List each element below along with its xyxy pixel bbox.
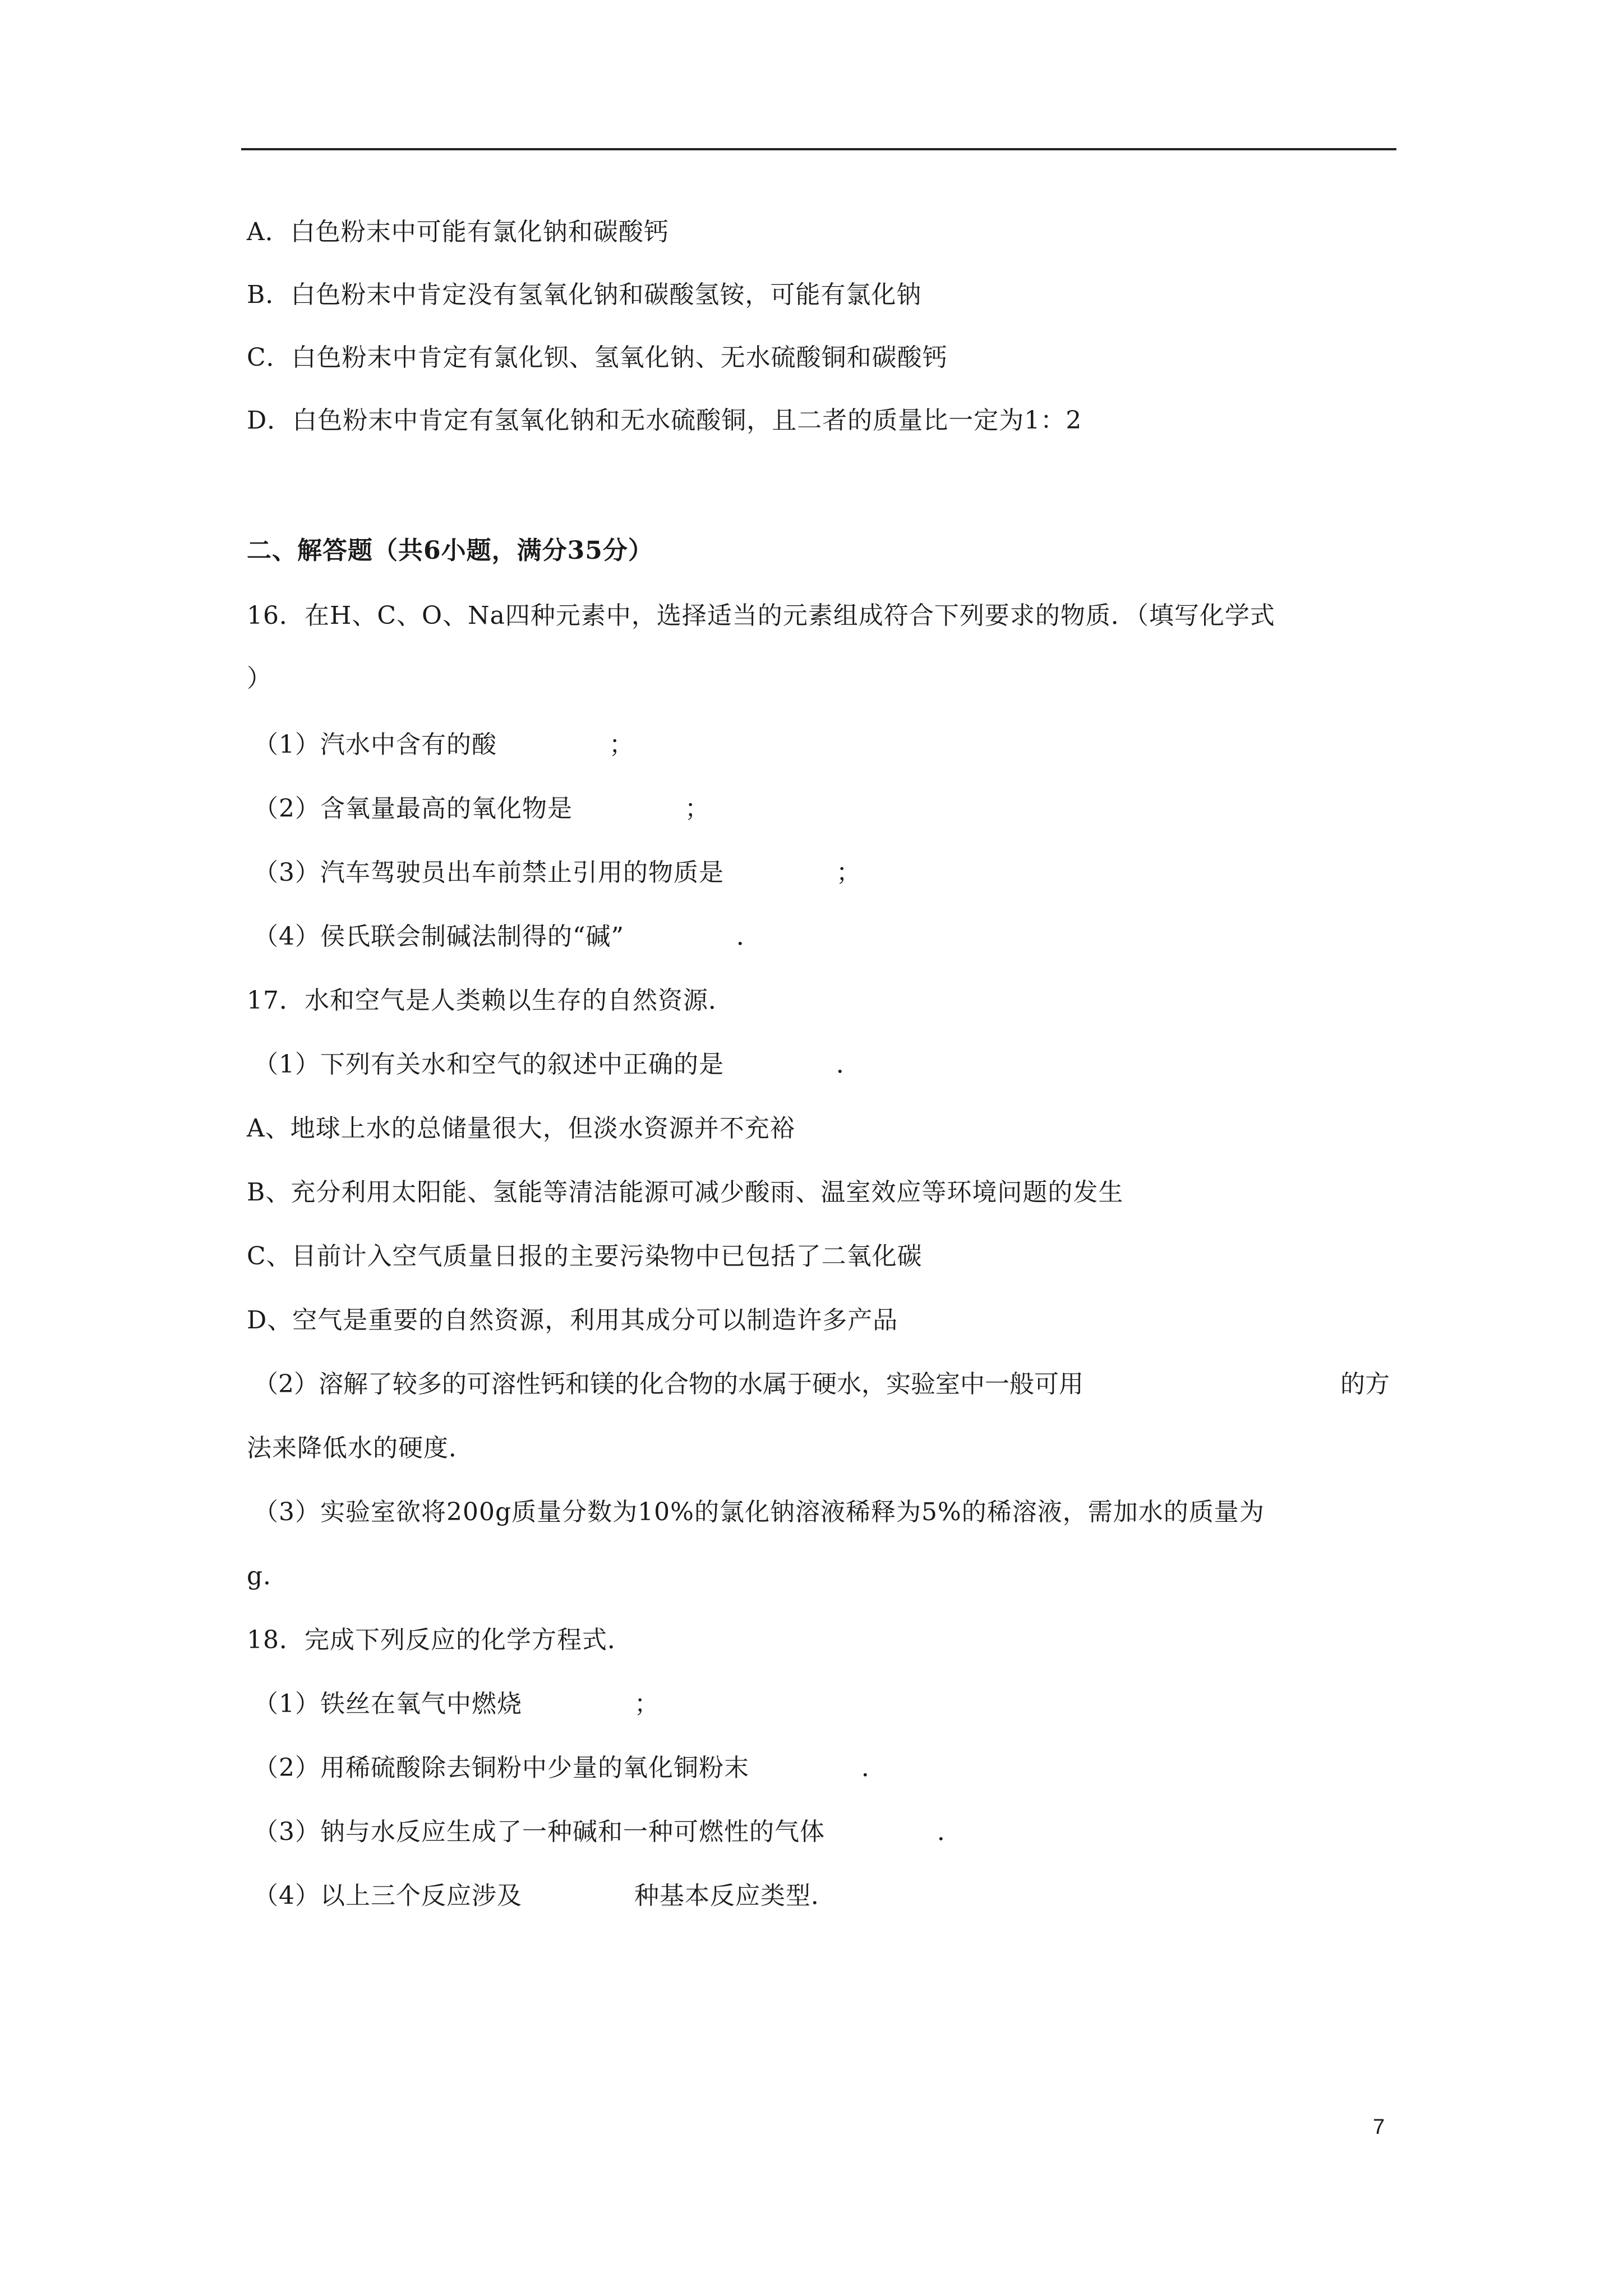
q16-part1-end: ； <box>609 730 634 759</box>
q16-part3-text: （3）汽车驾驶员出车前禁止引用的物质是 <box>253 858 724 887</box>
q16-part2 <box>253 792 710 826</box>
q17-option-c: C、目前计入空气质量日报的主要污染物中已包括了二氧化碳 <box>247 1242 923 1271</box>
q18-part1-text: （1）铁丝在氧气中燃烧 <box>253 1690 522 1718</box>
q17-part1-end: ． <box>836 1050 861 1079</box>
q16-part1-text: （1）汽水中含有的酸 <box>253 730 497 759</box>
q18-part4-text: （4）以上三个反应涉及 <box>253 1881 522 1910</box>
option-a: A．白色粉末中可能有氯化钠和碳酸钙 <box>247 218 669 246</box>
q17-option-a: A、地球上水的总储量很大，但淡水资源并不充裕 <box>247 1114 795 1143</box>
q16-part3 <box>253 856 861 890</box>
option-b: B．白色粉末中肯定没有氢氧化钠和碳酸氢铵，可能有氯化钠 <box>247 280 922 309</box>
section-title: 二、解答题（共6小题，满分35分） <box>247 536 653 565</box>
q18-part2-end: ． <box>861 1754 887 1782</box>
q17-option-d: D、空气是重要的自然资源，利用其成分可以制造许多产品 <box>247 1306 898 1335</box>
q16-part3-end: ； <box>836 858 861 887</box>
q16-part1 <box>253 728 634 762</box>
q17-stem: 17．水和空气是人类赖以生存的自然资源． <box>247 986 734 1015</box>
q18-part3-end: ． <box>937 1818 962 1846</box>
q16-part4-text: （4）侯氏联会制碱法制得的“碱” <box>253 922 624 951</box>
q18-stem: 18．完成下列反应的化学方程式． <box>247 1626 633 1654</box>
q16-stem-line1: 16．在H、C、O、Na四种元素中，选择适当的元素组成符合下列要求的物质．（填写化学式 <box>247 601 1275 630</box>
q16-part4-end: ． <box>736 922 762 951</box>
q18-part4 <box>253 1879 836 1913</box>
q17-part2-left: （2）溶解了较多的可溶性钙和镁的化合物的水属于硬水，实验室中一般可用 <box>253 1370 1083 1398</box>
q17-part2-line1 <box>253 1368 1390 1401</box>
q16-part4 <box>253 920 762 954</box>
q18-part2 <box>253 1751 887 1785</box>
q17-option-b: B、充分利用太阳能、氢能等清洁能源可减少酸雨、温室效应等环境问题的发生 <box>247 1178 1124 1207</box>
q18-part3 <box>253 1815 962 1849</box>
q18-part1 <box>253 1687 660 1721</box>
q18-part1-end: ； <box>634 1690 660 1718</box>
page-number: 7 <box>1373 2115 1385 2139</box>
q16-part2-end: ； <box>685 794 710 823</box>
q17-part3-line1: （3）实验室欲将200g质量分数为10%的氯化钠溶液稀释为5%的稀溶液，需加水的质量为 <box>253 1498 1265 1526</box>
q17-part2-right: 的方 <box>1340 1370 1390 1398</box>
q16-part2-text: （2）含氧量最高的氧化物是 <box>253 794 573 823</box>
q18-part4-end: 种基本反应类型． <box>634 1881 836 1910</box>
q18-part2-text: （2）用稀硫酸除去铜粉中少量的氧化铜粉末 <box>253 1754 749 1782</box>
q17-part2-line2: 法来降低水的硬度． <box>247 1434 474 1462</box>
header-rule <box>241 148 1396 150</box>
q17-part3-line2: g． <box>247 1562 289 1590</box>
q17-part1 <box>253 1048 861 1082</box>
q17-part1-text: （1）下列有关水和空气的叙述中正确的是 <box>253 1050 724 1079</box>
q16-stem-line2: ） <box>247 664 272 693</box>
option-d: D．白色粉末中肯定有氢氧化钠和无水硫酸铜，且二者的质量比一定为1：2 <box>247 406 1082 435</box>
q18-part3-text: （3）钠与水反应生成了一种碱和一种可燃性的气体 <box>253 1818 825 1846</box>
option-c: C．白色粉末中肯定有氯化钡、氢氧化钠、无水硫酸铜和碳酸钙 <box>247 343 948 372</box>
